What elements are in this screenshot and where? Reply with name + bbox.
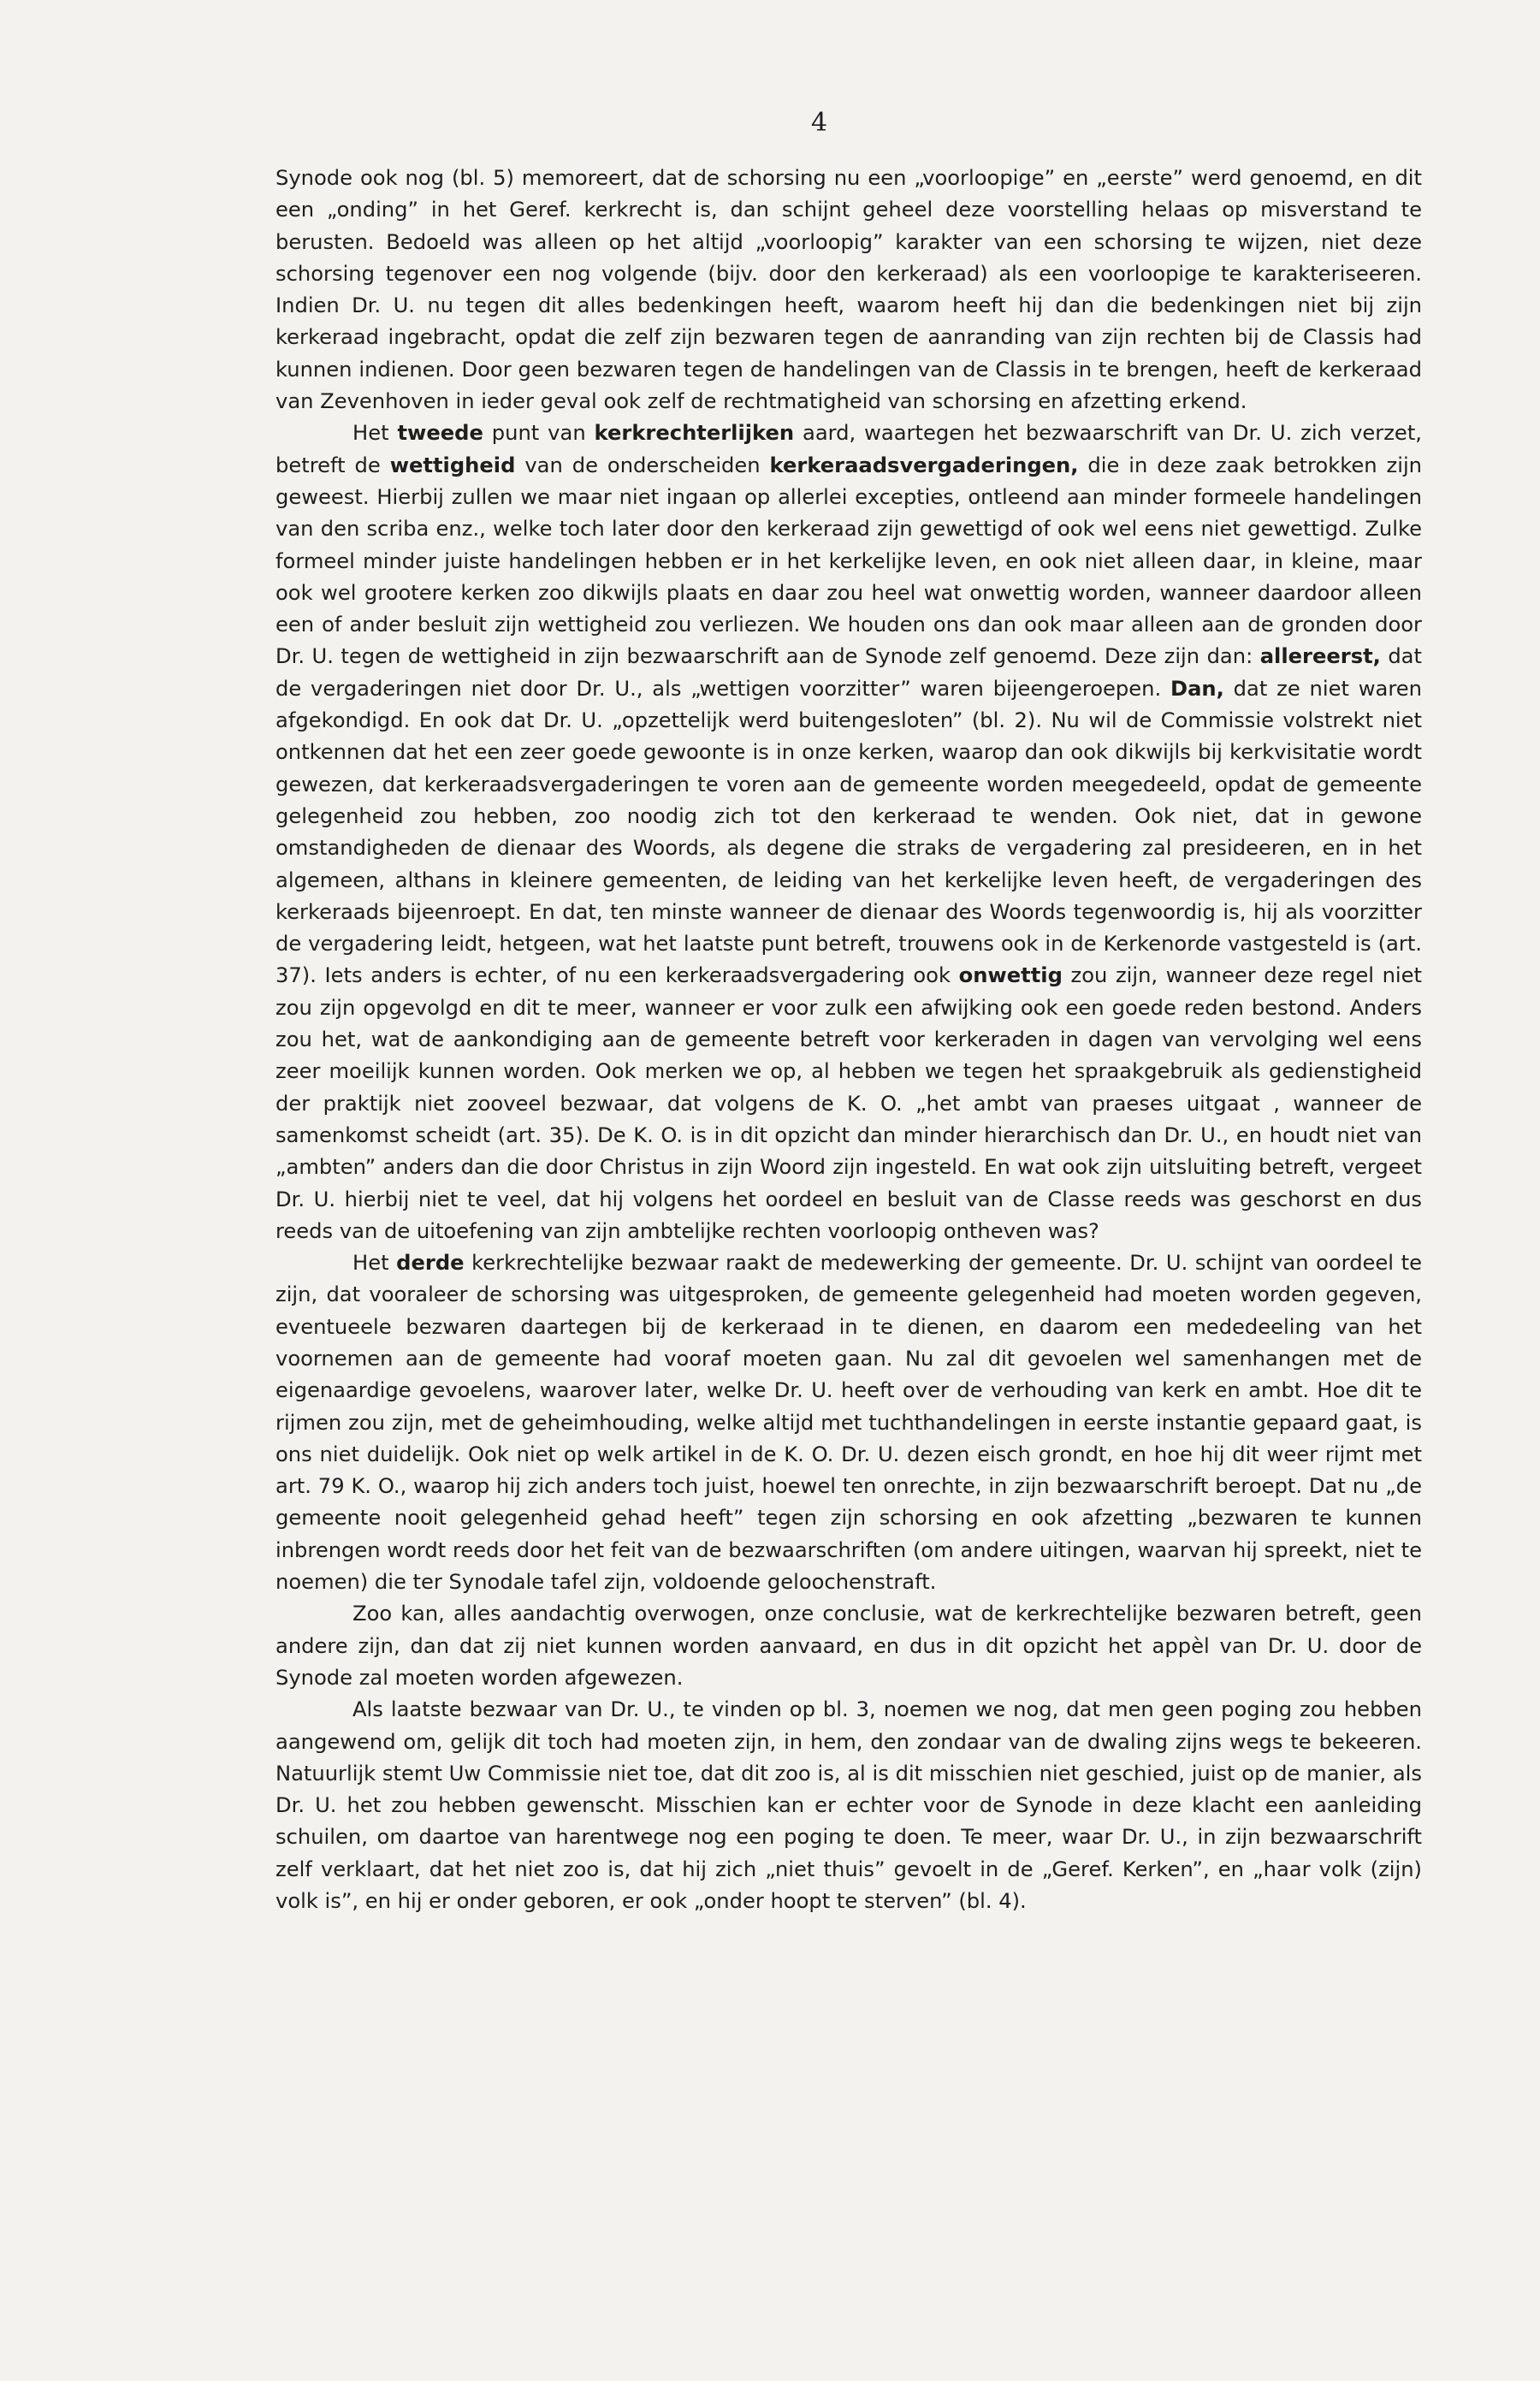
bold-term: kerkeraadsvergaderingen,: [769, 453, 1079, 477]
text-run: Als laatste bezwaar van Dr. U., te vinden op bl. 3, noemen we nog, dat men geen poging zou hebben aangewend om, gelijk dit toch had moeten zijn, in hem, den zondaar van de dwaling zijns wegs te bekeeren. Natuurlijk stemt Uw Commissie niet toe, dat dit zoo is, al is dit misschien niet geschied, juist op de manier, als Dr. U. het zou hebben gewenscht. Misschien kan er echter voor de Synode in deze klacht een aanleiding schuilen, om daartoe van harentwege nog een poging te doen. Te meer, waar Dr. U., in zijn bezwaarschrift zelf verklaart, dat het niet zoo is, dat hij zich „niet thuis” gevoelt in de „Geref. Kerken”, en „haar volk (zijn) volk is”, en hij er onder geboren, er ook „onder hoopt te sterven” (bl. 4).: [275, 1697, 1422, 1914]
text-run: die in deze zaak betrokken zijn geweest. Hierbij zullen we maar niet ingaan op allerlei excepties, ontleend aan minder formeele handelingen van den scriba enz., welke toch later door den kerkeraad zijn gewettigd of ook wel eens niet gewettigd. Zulke formeel minder juiste handelingen hebben er in het kerkelijke leven, en ook niet alleen daar, in kleine, maar ook wel grootere kerken zoo dikwijls plaats en daar zou heel wat onwettig worden, wanneer daardoor alleen een of ander besluit zijn wettigheid zou verliezen. We houden ons dan ook maar alleen aan de gronden door Dr. U. tegen de wettigheid in zijn bezwaarschrift aan de Synode zelf genoemd. Deze zijn dan:: [275, 453, 1422, 669]
text-run: zou zijn, wanneer deze regel niet zou zijn opgevolgd en dit te meer, wanneer er voor zulk een afwijking ook een goede reden bestond. Anders zou het, wat de aankondiging aan de gemeente betreft voor kerkeraden in dagen van vervolging wel eens zeer moeilijk kunnen worden. Ook merken we op, al hebben we tegen het spraakgebruik als gedienstigheid der praktijk niet zooveel bezwaar, dat volgens de K. O. „het ambt van praeses uitgaat , wanneer de samenkomst scheidt (art. 35). De K. O. is in dit opzicht dan minder hierarchisch dan Dr. U., en houdt niet van „ambten” anders dan die door Christus in zijn Woord zijn ingesteld. En wat ook zijn uitsluiting betreft, vergeet Dr. U. hierbij niet te veel, dat hij volgens het oordeel en besluit van de Classe reeds was geschorst en dus reeds van de uitoefening van zijn ambtelijke rechten voorloopig ontheven was?: [275, 963, 1423, 1243]
bold-term: onwettig: [958, 963, 1063, 988]
text-run: Zoo kan, alles aandachtig overwogen, onze conclusie, wat de kerkrechtelijke bezwaren betreft, geen andere zijn, dan dat zij niet kunnen worden aanvaard, en dus in dit opzicht het appèl van Dr. U. door de Synode zal moeten worden afgewezen.: [275, 1602, 1422, 1690]
text-run: van de onderscheiden: [515, 453, 770, 477]
text-run: Synode ook nog (bl. 5) memoreert, dat de schorsing nu een „voorloopige” en „eerste” werd genoemd, en dit een „onding” in het Geref. kerkrecht is, dan schijnt geheel deze voorstelling helaas op misverstand te berusten. Bedoeld was alleen op het altijd „voorloopig” karakter van een schorsing te wijzen, niet deze schorsing tegenover een nog volgende (bijv. door den kerkeraad) als een voorloopige te karakteriseeren. Indien Dr. U. nu tegen dit alles bedenkingen heeft, waarom heeft hij dan die bedenkingen niet bij zijn kerkeraad ingebracht, opdat die zelf zijn bezwaren tegen de aanranding van zijn rechten bij de Classis had kunnen indienen. Door geen bezwaren tegen de handelingen van de Classis in te brengen, heeft de kerkeraad van Zevenhoven in ieder geval ook zelf de rechtmatigheid van schorsing en afzetting erkend.: [275, 166, 1422, 414]
paragraph: [275, 1247, 1422, 1598]
text-run: aard, waartegen het bezwaarschrift van Dr. U. zich verzet, betreft de: [275, 421, 1422, 477]
paragraph: [275, 418, 1422, 1247]
text-run: kerkrechtelijke bezwaar raakt de medewerking der gemeente. Dr. U. schijnt van oordeel te zijn, dat vooraleer de schorsing was uitgesproken, de gemeente gelegenheid had moeten worden gegeven, eventueele bezwaren daartegen bij de kerkeraad in te dienen, en daarom een mededeeling van het voornemen aan de gemeente had vooraf moeten gaan. Nu zal dit gevoelen wel samenhangen met de eigenaardige gevoelens, waarover later, welke Dr. U. heeft over de verhouding van kerk en ambt. Hoe dit te rijmen zou zijn, met de geheimhouding, welke altijd met tuchthandelingen in eerste instantie gepaard gaat, is ons niet duidelijk. Ook niet op welk artikel in de K. O. Dr. U. dezen eisch grondt, en hoe hij dit weer rijmt met art. 79 K. O., waarop hij zich anders toch juist, hoewel ten onrechte, in zijn bezwaarschrift beroept. Dat nu „de gemeente nooit gelegenheid gehad heeft” tegen zijn schorsing en ook afzetting „bezwaren te kunnen inbrengen wordt reeds door het feit van de bezwaarschriften (om andere uitingen, waarvan hij spreekt, niet te noemen) die ter Synodale tafel zijn, voldoende geloochenstraft.: [275, 1251, 1422, 1595]
bold-term: tweede: [397, 421, 483, 446]
paragraph: [275, 163, 1422, 418]
bold-term: kerkrechterlijken: [594, 421, 795, 446]
paragraph: [275, 1598, 1422, 1694]
bold-term: Dan,: [1170, 676, 1224, 701]
bold-term: allereerst,: [1259, 644, 1381, 669]
page-number: 4: [811, 108, 828, 138]
bold-term: derde: [396, 1251, 465, 1276]
body-text: [275, 163, 1422, 1917]
paragraph: [275, 1694, 1422, 1917]
text-run: dat ze niet waren afgekondigd. En ook dat Dr. U. „opzettelijk werd buitengesloten” (bl. 2). Nu wil de Commissie volstrekt niet ontkennen dat het een zeer goede gewoonte is in onze kerken, waarop dan ook dikwijls bij kerkvisitatie wordt gewezen, dat kerkeraadsvergaderingen te voren aan de gemeente worden meegedeeld, opdat de gemeente gelegenheid zou hebben, zoo noodig zich tot den kerkeraad te wenden. Ook niet, dat in gewone omstandigheden de dienaar des Woords, als degene die straks de vergadering zal presideeren, en in het algemeen, althans in kleinere gemeenten, de leiding van het kerkelijke leven heeft, de vergaderingen des kerkeraads bijeenroept. En dat, ten minste wanneer de dienaar des Woords tegenwoordig is, hij als voorzitter de vergadering leidt, hetgeen, wat het laatste punt betreft, trouwens ook in de Kerkenorde vastgesteld is (art. 37). Iets anders is echter, of nu een kerkeraadsvergadering ook: [275, 676, 1422, 988]
text-run: punt van: [483, 421, 595, 446]
text-run: dat de vergaderingen niet door Dr. U., als „wettigen voorzitter” waren bijeengeroepen.: [275, 644, 1422, 701]
bold-term: wettigheid: [389, 453, 516, 477]
text-run: Het: [352, 1251, 397, 1276]
text-run: Het: [352, 421, 398, 446]
